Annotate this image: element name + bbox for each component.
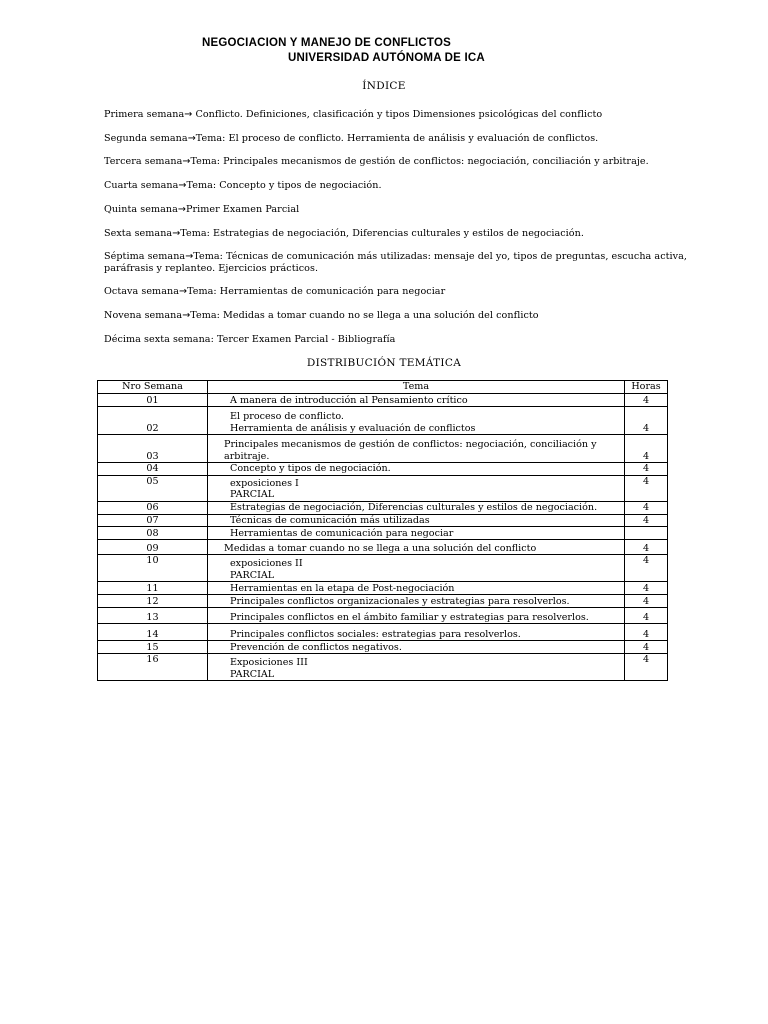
tema-line: El proceso de conflicto.	[230, 411, 344, 422]
column-header-week: Nro Semana	[98, 381, 208, 394]
horas-cell: 4	[625, 654, 668, 681]
arrow-right-icon: →	[182, 310, 191, 321]
university-name: UNIVERSIDAD AUTÓNOMA DE ICA	[288, 52, 485, 64]
document-title: NEGOCIACION Y MANEJO DE CONFLICTOS	[202, 37, 451, 49]
week-cell: 12	[98, 595, 208, 608]
tema-line: exposiciones I	[230, 477, 299, 489]
index-item-text: Tema: Estrategias de negociación, Diferencias culturales y estilos de negociación.	[180, 228, 584, 239]
week-cell: 10	[98, 555, 208, 582]
index-item	[104, 133, 714, 145]
index-item-week: Octava semana	[104, 286, 179, 297]
table-row	[98, 582, 668, 595]
table-row	[98, 407, 668, 435]
week-cell: 15	[98, 641, 208, 654]
tema-line: Estrategias de negociación, Diferencias culturales y estilos de negociación.	[230, 502, 598, 513]
tema-line: Principales conflictos organizacionales y estrategias para resolverlos.	[230, 595, 570, 607]
tema-cell	[208, 435, 625, 463]
tema-cell	[208, 608, 625, 624]
index-item	[104, 310, 714, 322]
arrow-right-icon: →	[178, 180, 187, 191]
arrow-right-icon: →	[172, 228, 181, 239]
arrow-right-icon: →	[177, 204, 186, 215]
index-item-text: Tema: Técnicas de comunicación más utilizadas: mensaje del yo, tipos de preguntas, escucha activa, paráfrasis y replanteo. Ejercicios prácticos.	[104, 251, 687, 274]
table-row	[98, 608, 668, 624]
tema-cell	[208, 595, 625, 608]
tema-cell	[208, 463, 625, 476]
horas-cell: 4	[625, 608, 668, 624]
index-item-week: Novena semana	[104, 310, 183, 321]
table-row	[98, 527, 668, 540]
index-item	[104, 286, 714, 298]
table-header-row	[98, 381, 668, 394]
table-row	[98, 475, 668, 501]
tema-cell	[208, 555, 625, 582]
tema-cell	[208, 624, 625, 641]
arrow-right-icon: →	[187, 133, 196, 144]
arrow-right-icon: →	[185, 251, 194, 262]
horas-cell: 4	[625, 475, 668, 501]
arrow-right-icon: →	[178, 286, 188, 297]
horas-cell	[625, 527, 668, 540]
tema-line: Concepto y tipos de negociación.	[230, 463, 391, 474]
table-row	[98, 501, 668, 514]
arrow-right-icon: →	[182, 156, 191, 167]
tema-cell	[208, 394, 625, 407]
tema-cell	[208, 654, 625, 681]
index-item-week: Segunda semana	[104, 133, 188, 144]
tema-line: Principales conflictos sociales: estrategias para resolverlos.	[230, 628, 521, 640]
table-row	[98, 394, 668, 407]
index-item-week: Sexta semana	[104, 228, 173, 239]
week-cell: 14	[98, 624, 208, 641]
horas-cell: 4	[625, 595, 668, 608]
week-cell: 02	[98, 407, 208, 435]
week-cell: 07	[98, 514, 208, 527]
tema-line: Medidas a tomar cuando no se llega a una solución del conflicto	[224, 542, 537, 554]
tema-line: Principales mecanismos de gestión de conflictos: negociación, conciliación y arbitraje.	[224, 439, 597, 462]
index-item-text: Tema: El proceso de conflicto. Herramienta de análisis y evaluación de conflictos.	[195, 133, 599, 144]
index-item	[104, 180, 714, 192]
table-row	[98, 540, 668, 555]
tema-line: Técnicas de comunicación más utilizadas	[230, 514, 430, 526]
tema-line: A manera de introducción al Pensamiento crítico	[230, 394, 468, 406]
horas-cell: 4	[625, 435, 668, 463]
tema-line: Exposiciones III	[230, 657, 308, 668]
week-cell: 06	[98, 501, 208, 514]
index-item-text: Tema: Medidas a tomar cuando no se llega a una solución del conflicto	[190, 310, 539, 321]
horas-cell: 4	[625, 555, 668, 582]
tema-cell	[208, 582, 625, 595]
tema-line: Prevención de conflictos negativos.	[230, 641, 402, 653]
horas-cell: 4	[625, 501, 668, 514]
index-item	[104, 251, 714, 275]
tema-line: Herramientas de comunicación para negociar	[230, 527, 454, 539]
table-row	[98, 595, 668, 608]
index-item-text: Tema: Concepto y tipos de negociación.	[186, 180, 382, 191]
index-item-week: Tercera semana	[104, 156, 183, 167]
horas-cell: 4	[625, 394, 668, 407]
horas-cell: 4	[625, 641, 668, 654]
index-item	[104, 156, 714, 168]
index-item-week: Quinta semana	[104, 204, 178, 215]
week-cell: 13	[98, 608, 208, 624]
week-cell: 09	[98, 540, 208, 555]
tema-line: exposiciones II	[230, 558, 303, 569]
table-row	[98, 654, 668, 681]
tema-line: PARCIAL	[230, 668, 275, 680]
arrow-right-icon: →	[184, 109, 193, 120]
index-item-text: Primer Examen Parcial	[185, 204, 300, 215]
tema-cell	[208, 501, 625, 514]
table-row	[98, 514, 668, 527]
tema-cell	[208, 540, 625, 555]
week-cell: 08	[98, 527, 208, 540]
tema-line: Herramientas en la etapa de Post-negociación	[230, 582, 455, 594]
horas-cell: 4	[625, 463, 668, 476]
index-item-week: Décima sexta semana: Tercer Examen Parcial - Bibliografía	[104, 334, 396, 345]
index-item	[104, 109, 714, 121]
index-item-text: Tema: Principales mecanismos de gestión de conflictos: negociación, conciliación y arbitraje.	[190, 156, 649, 167]
table-row	[98, 641, 668, 654]
index-item	[104, 334, 714, 346]
distribution-heading: DISTRIBUCIÓN TEMÁTICA	[306, 357, 462, 369]
tema-line: PARCIAL	[230, 489, 275, 500]
table-row	[98, 555, 668, 582]
tema-cell	[208, 641, 625, 654]
tema-cell	[208, 475, 625, 501]
week-cell: 03	[98, 435, 208, 463]
week-cell: 16	[98, 654, 208, 681]
horas-cell: 4	[625, 407, 668, 435]
column-header-tema: Tema	[208, 381, 625, 394]
tema-cell	[208, 514, 625, 527]
index-item	[104, 204, 714, 216]
tema-line: PARCIAL	[230, 569, 275, 581]
distribution-table	[97, 380, 668, 681]
table-row	[98, 463, 668, 476]
index-heading: ÍNDICE	[362, 80, 406, 92]
tema-line: Principales conflictos en el ámbito familiar y estrategias para resolverlos.	[230, 611, 589, 623]
index-item-week: Primera semana	[104, 109, 185, 120]
index-item-week: Séptima semana	[104, 251, 186, 262]
week-cell: 05	[98, 475, 208, 501]
column-header-horas: Horas	[625, 381, 668, 394]
horas-cell: 4	[625, 624, 668, 641]
week-cell: 04	[98, 463, 208, 476]
tema-cell	[208, 407, 625, 435]
index-item-text: Tema: Herramientas de comunicación para negociar	[187, 286, 446, 297]
index-item	[104, 228, 714, 240]
table-row	[98, 435, 668, 463]
index-item-week: Cuarta semana	[104, 180, 179, 191]
table-row	[98, 624, 668, 641]
index-item-text: Conflicto. Definiciones, clasificación y tipos Dimensiones psicológicas del conflicto	[192, 109, 603, 120]
week-cell: 01	[98, 394, 208, 407]
horas-cell: 4	[625, 540, 668, 555]
tema-cell	[208, 527, 625, 540]
week-cell: 11	[98, 582, 208, 595]
horas-cell: 4	[625, 582, 668, 595]
tema-line: Herramienta de análisis y evaluación de conflictos	[230, 422, 476, 434]
horas-cell: 4	[625, 514, 668, 527]
